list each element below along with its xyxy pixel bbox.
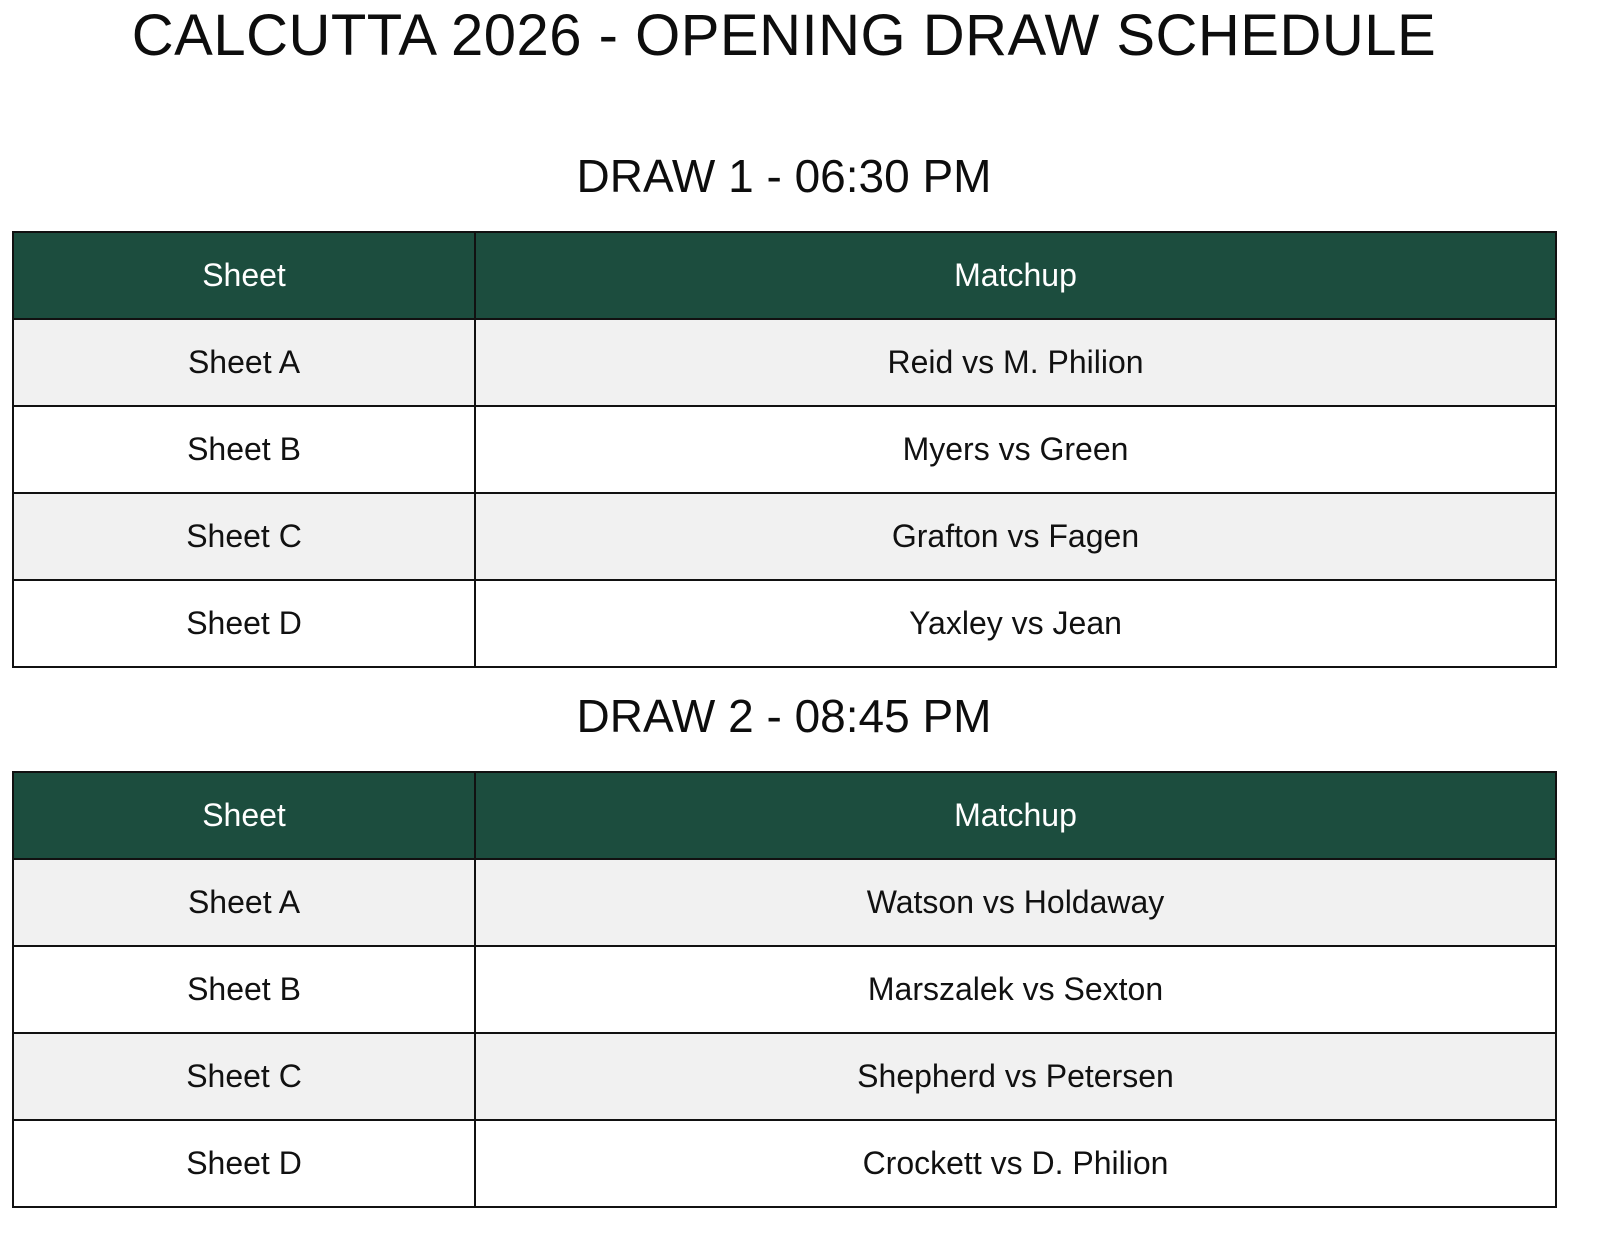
sheet-cell: Sheet C	[13, 1033, 475, 1120]
matchup-cell: Marszalek vs Sexton	[475, 946, 1556, 1033]
sheet-cell: Sheet B	[13, 946, 475, 1033]
matchup-cell: Shepherd vs Petersen	[475, 1033, 1556, 1120]
column-header-matchup: Matchup	[475, 232, 1556, 319]
matchup-cell: Crockett vs D. Philion	[475, 1120, 1556, 1207]
table-row	[13, 406, 1556, 493]
draw-1-table	[12, 231, 1557, 668]
column-header-sheet: Sheet	[13, 232, 475, 319]
sheet-cell: Sheet A	[13, 319, 475, 406]
table-header-row	[13, 772, 1556, 859]
table-row	[13, 1120, 1556, 1207]
draw-2-title: DRAW 2 - 08:45 PM	[576, 690, 992, 742]
matchup-cell: Watson vs Holdaway	[475, 859, 1556, 946]
column-header-sheet: Sheet	[13, 772, 475, 859]
column-header-matchup: Matchup	[475, 772, 1556, 859]
matchup-cell: Reid vs M. Philion	[475, 319, 1556, 406]
table-row	[13, 580, 1556, 667]
sheet-cell: Sheet D	[13, 580, 475, 667]
sheet-cell: Sheet A	[13, 859, 475, 946]
table-row	[13, 319, 1556, 406]
table-row	[13, 493, 1556, 580]
sheet-cell: Sheet C	[13, 493, 475, 580]
matchup-cell: Yaxley vs Jean	[475, 580, 1556, 667]
sheet-cell: Sheet D	[13, 1120, 475, 1207]
matchup-cell: Grafton vs Fagen	[475, 493, 1556, 580]
table-row	[13, 1033, 1556, 1120]
draw-1-title: DRAW 1 - 06:30 PM	[576, 150, 992, 202]
table-header-row	[13, 232, 1556, 319]
page-title: CALCUTTA 2026 - OPENING DRAW SCHEDULE	[131, 3, 1437, 68]
sheet-cell: Sheet B	[13, 406, 475, 493]
table-row	[13, 859, 1556, 946]
matchup-cell: Myers vs Green	[475, 406, 1556, 493]
draw-2-table	[12, 771, 1557, 1208]
table-row	[13, 946, 1556, 1033]
